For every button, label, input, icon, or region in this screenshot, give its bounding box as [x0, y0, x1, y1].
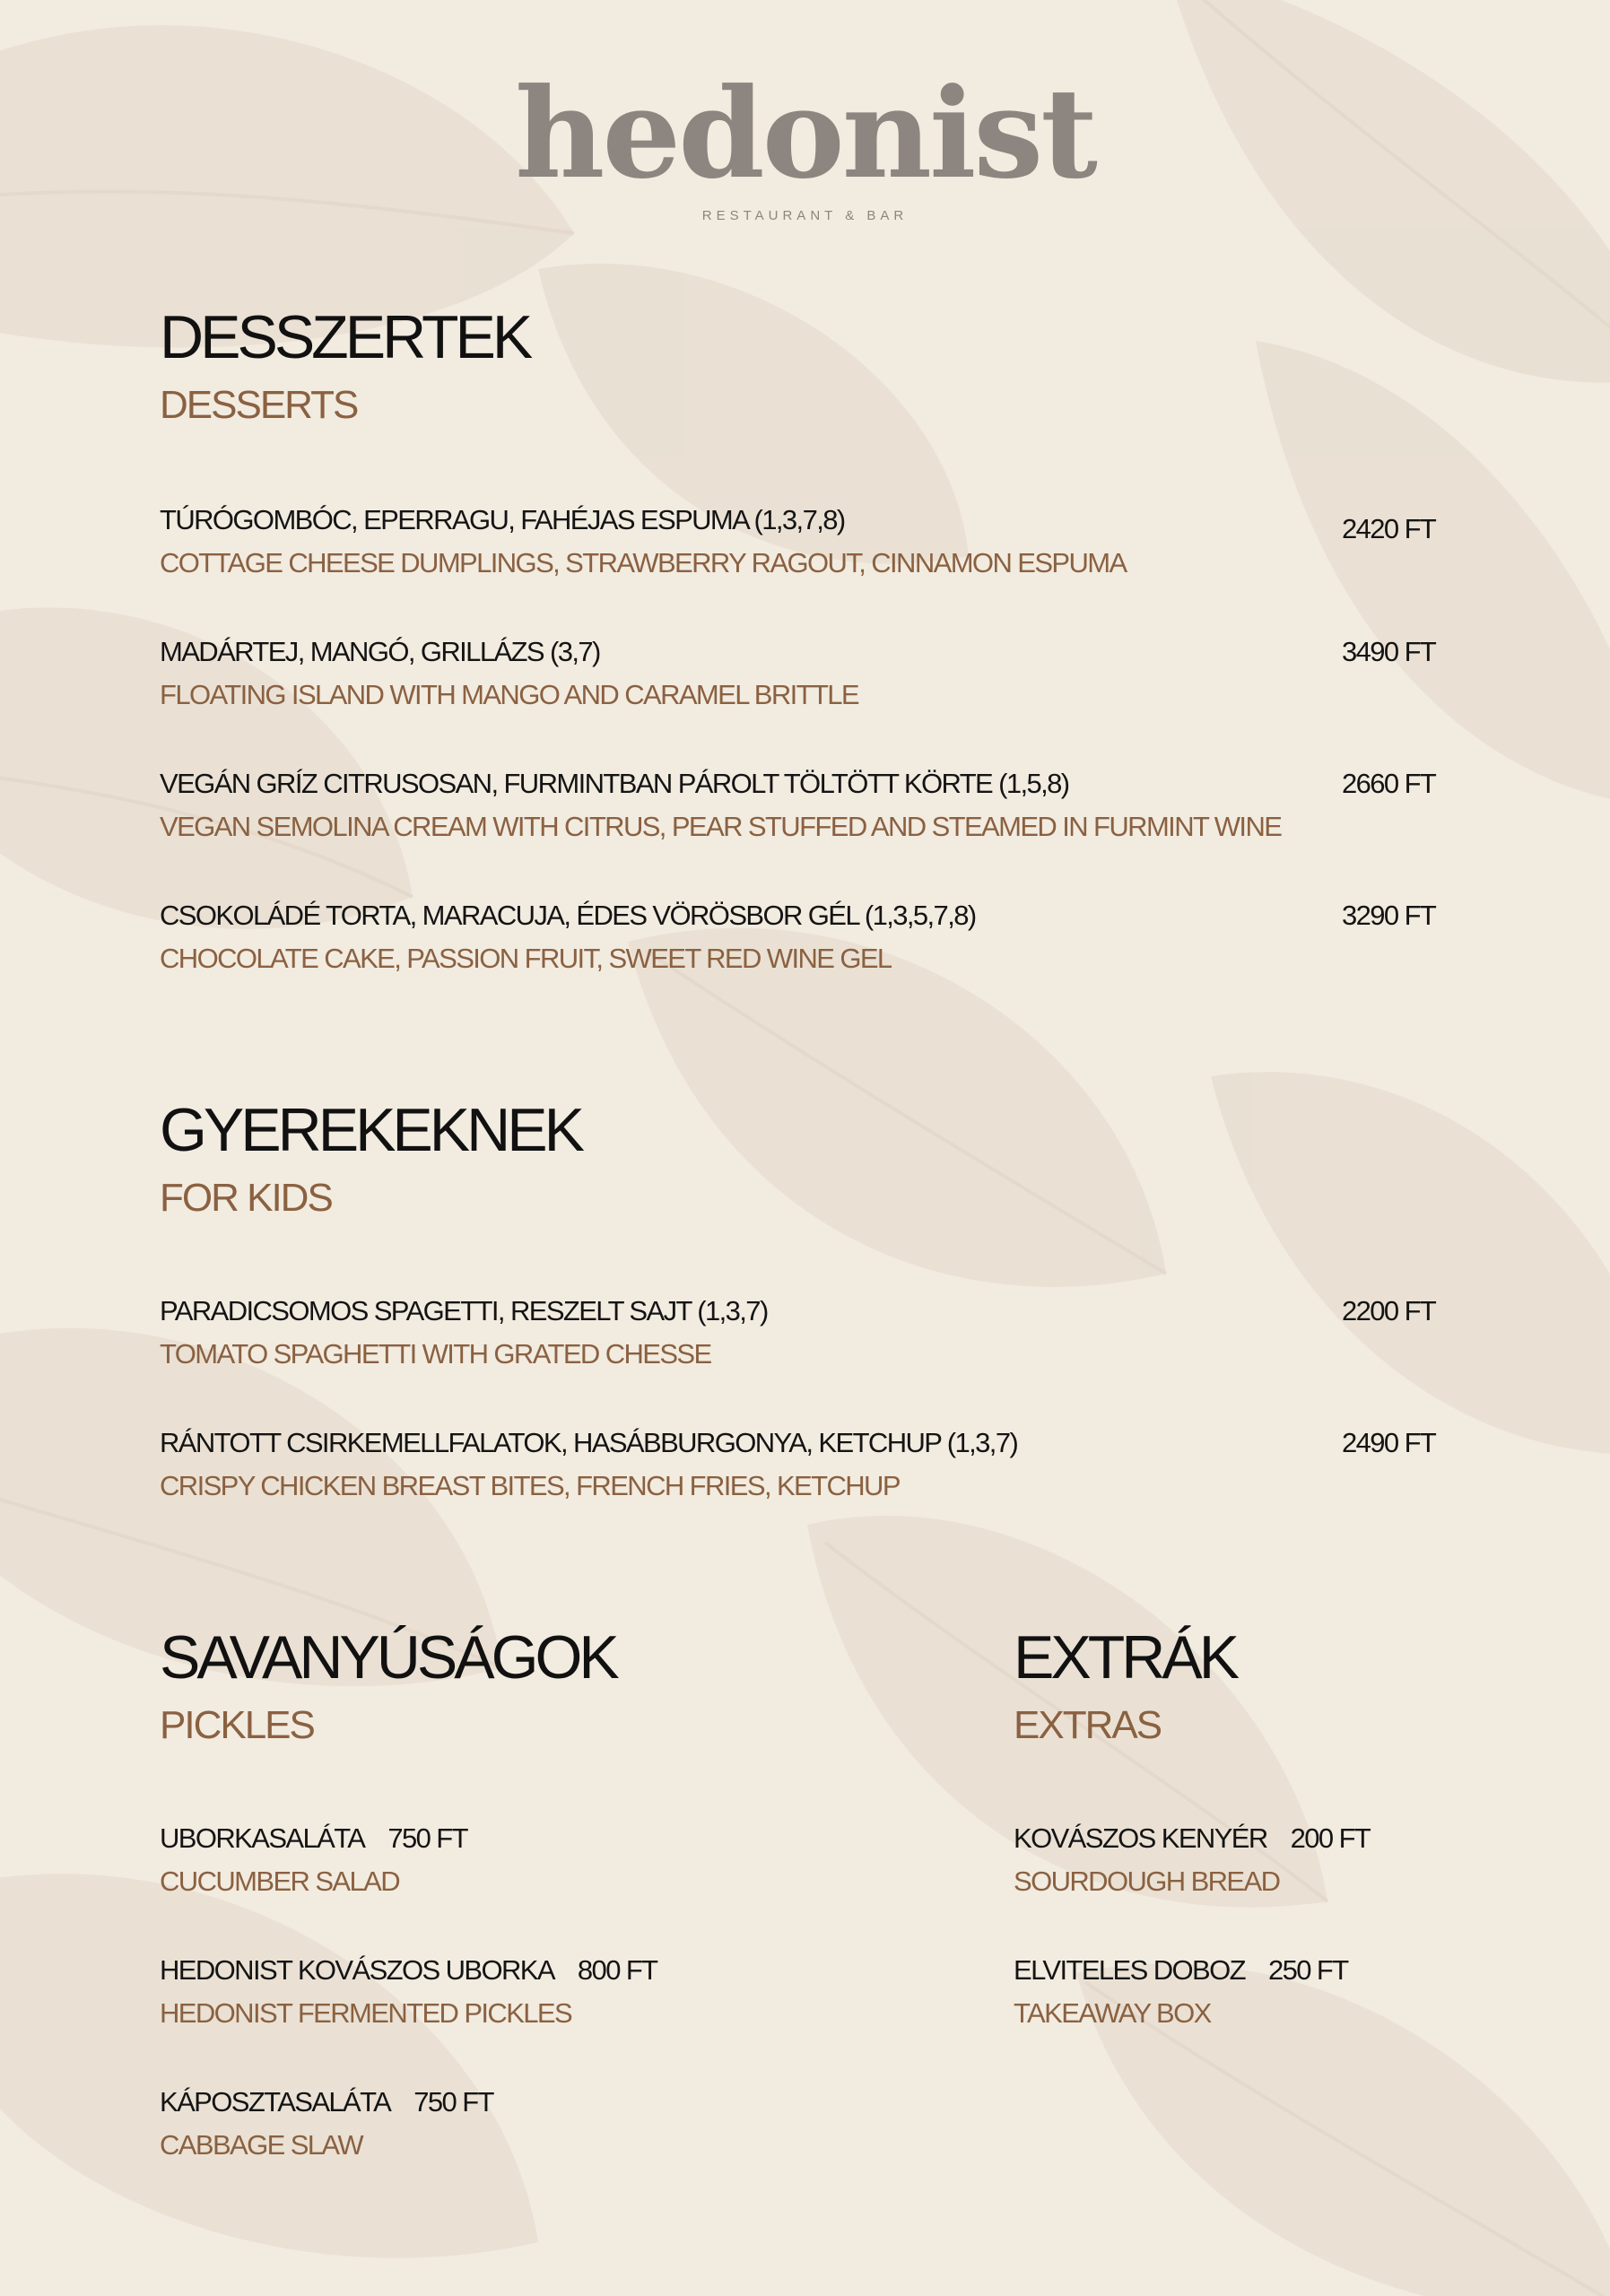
item-price: 800 FT [577, 1954, 657, 1986]
item-name: UBORKASALÁTA [160, 1822, 365, 1854]
item-description: SOURDOUGH BREAD [1014, 1866, 1280, 1897]
item-description: CRISPY CHICKEN BREAST BITES, FRENCH FRIES, KETCHUP [160, 1470, 900, 1501]
item-price: 2420 FT [1342, 513, 1436, 544]
item-price: 250 FT [1267, 1954, 1348, 1986]
extras-title-hu: EXTRÁK [1014, 1623, 1237, 1692]
item-name: HEDONIST KOVÁSZOS UBORKA [160, 1954, 554, 1986]
item-name: TÚRÓGOMBÓC, EPERRAGU, FAHÉJAS ESPUMA (1,3,7,8) [160, 504, 845, 535]
item-name: VEGÁN GRÍZ CITRUSOSAN, FURMINTBAN PÁROLT TÖLTÖTT KÖRTE (1,5,8) [160, 768, 1069, 799]
item-name: KOVÁSZOS KENYÉR [1014, 1822, 1267, 1854]
item-price: 200 FT [1290, 1822, 1371, 1854]
item-line [160, 1824, 467, 1852]
item-price: 2490 FT [1342, 1427, 1436, 1458]
item-line [160, 1956, 657, 1984]
item-price: 750 FT [413, 2086, 493, 2118]
item-description: CHOCOLATE CAKE, PASSION FRUIT, SWEET RED WINE GEL [160, 943, 892, 974]
extras-title-en: EXTRAS [1014, 1703, 1162, 1747]
pickles-title-hu: SAVANYÚSÁGOK [160, 1623, 616, 1692]
item-price: 3290 FT [1342, 900, 1436, 931]
item-price: 750 FT [387, 1822, 467, 1854]
item-line [160, 2088, 493, 2116]
item-description: TOMATO SPAGHETTI WITH GRATED CHESSE [160, 1338, 711, 1370]
item-description: FLOATING ISLAND WITH MANGO AND CARAMEL BRITTLE [160, 679, 859, 710]
item-description: HEDONIST FERMENTED PICKLES [160, 1997, 572, 2029]
kids-title-en: FOR KIDS [160, 1176, 332, 1220]
item-price: 3490 FT [1342, 636, 1436, 667]
item-line [1014, 1824, 1370, 1852]
pickles-title-en: PICKLES [160, 1703, 314, 1747]
item-name: PARADICSOMOS SPAGETTI, RESZELT SAJT (1,3,7) [160, 1295, 768, 1326]
restaurant-logo: hedonist [515, 60, 1095, 206]
item-price: 2660 FT [1342, 768, 1436, 799]
item-name: KÁPOSZTASALÁTA [160, 2086, 391, 2118]
item-description: CUCUMBER SALAD [160, 1866, 399, 1897]
item-line [1014, 1956, 1348, 1984]
item-name: RÁNTOTT CSIRKEMELLFALATOK, HASÁBBURGONYA, KETCHUP (1,3,7) [160, 1427, 1018, 1458]
item-description: COTTAGE CHEESE DUMPLINGS, STRAWBERRY RAGOUT, CINNAMON ESPUMA [160, 547, 1127, 578]
item-description: VEGAN SEMOLINA CREAM WITH CITRUS, PEAR STUFFED AND STEAMED IN FURMINT WINE [160, 811, 1282, 842]
item-description: TAKEAWAY BOX [1014, 1997, 1211, 2029]
desserts-title-en: DESSERTS [160, 383, 358, 427]
desserts-title-hu: DESSZERTEK [160, 303, 530, 371]
item-name: CSOKOLÁDÉ TORTA, MARACUJA, ÉDES VÖRÖSBOR GÉL (1,3,5,7,8) [160, 900, 976, 931]
item-name: MADÁRTEJ, MANGÓ, GRILLÁZS (3,7) [160, 636, 600, 667]
item-price: 2200 FT [1342, 1295, 1436, 1326]
kids-title-hu: GYEREKEKNEK [160, 1096, 581, 1164]
item-description: CABBAGE SLAW [160, 2129, 362, 2161]
item-name: ELVITELES DOBOZ [1014, 1954, 1245, 1986]
logo-subtitle: RESTAURANT & BAR [701, 208, 909, 223]
